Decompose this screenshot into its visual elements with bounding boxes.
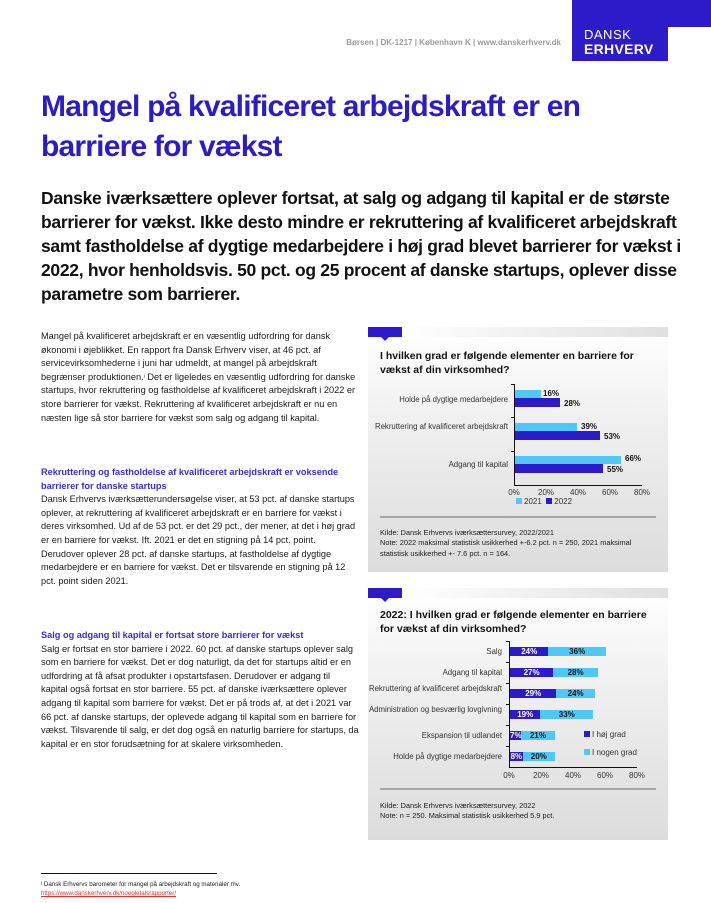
chart2-value-some: 36% xyxy=(569,647,586,656)
chart2-value-some: 20% xyxy=(530,752,547,761)
chart2-category-label: Administration og besværlig lovgivning xyxy=(368,705,502,714)
chart2-ytick xyxy=(506,641,509,642)
header-address: Børsen | DK-1217 | København K | www.danskerhverv.dk xyxy=(346,38,561,47)
footnote xyxy=(41,880,240,898)
logo-line-2: ERHVERV xyxy=(584,41,654,57)
chart2-xtick: 60% xyxy=(596,771,614,780)
brand-top-bar xyxy=(572,0,711,27)
lead-paragraph: Danske iværksættere oplever fortsat, at salg og adgang til kapital er de største barrierer for vækst. Ikke desto mindre er rekruttering af kvalificeret arbejdskraft samt fastholdelse af dygtige medarbejdere i høj grad blevet barrierer for vækst i 2022, hvor henholdsvis. 50 pct. og 25 procent af danske startups, oplever disse parametre som barrierer. xyxy=(41,188,681,304)
chart2-value-some: 33% xyxy=(558,710,575,719)
legend-swatch-high xyxy=(584,731,590,737)
section-text-recruitment: Dansk Erhvervs iværksætterundersøgelse viser, at 53 pct. af danske startups oplever, at rekruttering af kvalificeret arbejdskraft er en barriere for vækst i deres virksomhed. Ud af de 53 pct. er det 29 pct., der mener, at det i høj grad er en barriere for vækst. Ift. 2021 er det en stigning på 14 pct. point. Derudover oplever 28 pct. af danske startups, at fastholdelse af dygtige medarbejdere er en barriere for vækst. Det er tilsvarende en stigning på 12 pct. point siden 2021. xyxy=(41,494,356,586)
chart2-category-label: Ekspansion til udlandet xyxy=(421,731,502,740)
chart2-separator xyxy=(380,788,656,790)
chart1-xtick: 0% xyxy=(508,488,520,497)
section-recruitment xyxy=(41,466,359,588)
chart1-xtick: 60% xyxy=(601,488,619,497)
chart2-ytick xyxy=(506,746,509,747)
legend-label-2021: 2021 xyxy=(524,497,542,506)
chart2-category-label: Salg xyxy=(486,647,502,656)
footnote-ref[interactable]: i xyxy=(143,373,145,380)
chart2-value-some: 24% xyxy=(567,689,584,698)
chart1-plot xyxy=(368,327,668,507)
chart2-value-some: 28% xyxy=(567,668,584,677)
chart2-source: Kilde: Dansk Erhvervs iværksættersurvey, 2022 xyxy=(380,801,536,810)
chart1-title: I hvilken grad er følgende elementer en barriere for vækst af din virksomhed? xyxy=(380,350,634,376)
chart1-value-2022: 53% xyxy=(604,432,621,441)
chart1-value-2022: 28% xyxy=(564,399,581,408)
section-sales-capital xyxy=(41,629,359,751)
chart2-y-axis xyxy=(509,641,510,767)
chart1-category-label: Adgang til kapital xyxy=(448,460,508,469)
chart2-value-high: 27% xyxy=(523,668,540,677)
chart-box-2022 xyxy=(368,588,668,840)
chart1-ytick xyxy=(511,417,514,418)
chart1-ytick xyxy=(511,451,514,452)
footnote-divider xyxy=(41,873,217,874)
chart1-separator xyxy=(380,516,656,518)
footnote-link[interactable]: https://www.danskerhverv.dk/noegletalsrapporter/ xyxy=(41,890,177,897)
chart1-x-axis xyxy=(514,485,642,486)
chart2-category-label: Rekruttering af kvalificeret arbejdskraft xyxy=(368,684,502,693)
p1-text-b: Det er ligeledes en væsentlig udfordring for danske startups, hvor rekruttering og fastholdelse af kvalificeret arbejdskraft i 2022 er store barrierer for vækst. Rekruttering af kvalificeret arbejdskraft er nu en næsten lige så stor barriere for vækst som salg og adgang til kapital. xyxy=(41,371,356,423)
legend-label-some: I nogen grad xyxy=(592,748,637,757)
chart1-bar-2021 xyxy=(515,423,577,431)
chart2-value-high: 24% xyxy=(521,647,538,656)
chart2-x-axis xyxy=(509,767,637,768)
chart2-value-high: 29% xyxy=(525,689,542,698)
chart1-source: Kilde: Dansk Erhvervs iværksættersurvey, 2022/2021 xyxy=(380,528,555,537)
footnote-text: Dansk Erhvervs barometer for mangel på arbejdskraft og materialer mv. xyxy=(42,881,241,888)
chart2-plot xyxy=(368,588,668,788)
legend-label-2022: 2022 xyxy=(554,497,573,506)
chart2-category-label: Holde på dygtige medarbejdere xyxy=(393,752,502,761)
section-heading-sales-capital: Salg og adgang til kapital er fortsat store barrierer for vækst xyxy=(41,630,304,640)
chart2-ytick xyxy=(506,725,509,726)
chart2-title: 2022: I hvilken grad er følgende elementer en barriere for vækst af din virksomhed? xyxy=(380,609,647,635)
page-title: Mangel på kvalificeret arbejdskraft er en barriere for vækst xyxy=(41,90,581,163)
legend-label-high: I høj grad xyxy=(592,730,626,739)
chart2-note: Note: n = 250. Maksimal statistisk usikkerhed 5.9 pct. xyxy=(380,811,555,820)
chart2-value-high: 8% xyxy=(510,752,523,761)
chart2-ytick xyxy=(506,683,509,684)
chart1-xtick: 40% xyxy=(569,488,587,497)
chart1-xtick: 80% xyxy=(633,488,651,497)
dansk-erhverv-logo xyxy=(572,27,668,61)
chart1-value-2022: 55% xyxy=(607,465,624,474)
body-paragraph-1 xyxy=(41,330,359,425)
chart2-xtick: 0% xyxy=(503,771,515,780)
chart1-category-label: Rekruttering af kvalificeret arbejdskraft xyxy=(374,422,508,431)
legend-swatch-2021 xyxy=(516,498,522,504)
chart1-value-2021: 39% xyxy=(581,422,598,431)
legend-swatch-2022 xyxy=(546,498,552,504)
chart2-value-high: 7% xyxy=(510,731,522,740)
chart1-bar-2022 xyxy=(515,398,560,407)
chart1-legend xyxy=(516,497,572,506)
chart-box-2021-2022 xyxy=(368,327,668,572)
chart1-value-2021: 16% xyxy=(543,389,560,398)
legend-swatch-some xyxy=(584,749,590,755)
chart2-xtick: 80% xyxy=(628,771,646,780)
chart2-legend-high xyxy=(584,730,626,739)
p1-text-a: Mangel på kvalificeret arbejdskraft er en væsentlig udfordring for dansk økonomi i øjeblikket. En rapport fra Dansk Erhverv viser, at 46 pct. af servicevirksomhederne i juni har udmeldt, at mangel på arbejdskraft begrænser produktionen. xyxy=(41,331,331,382)
logo-line-1: DANSK xyxy=(584,27,632,42)
footnote-marker: i xyxy=(41,881,43,887)
chart2-ytick xyxy=(506,662,509,663)
chart1-bar-2022 xyxy=(515,464,603,473)
chart2-category-label: Adgang til kapital xyxy=(442,668,502,677)
chart2-value-high: 19% xyxy=(517,710,534,719)
chart1-bar-2022 xyxy=(515,431,600,440)
chart2-xtick: 20% xyxy=(532,771,550,780)
chart1-ytick xyxy=(511,384,514,385)
chart2-xtick: 40% xyxy=(564,771,582,780)
chart1-note: Note: 2022 maksimal statistisk usikkerhed +-6.2 pct. n = 250, 2021 maksimal statistisk usikkerhed +- 7.6 pct. n = 164. xyxy=(380,538,632,558)
section-text-sales-capital: Salg er fortsat en stor barriere i 2022. 60 pct. af danske startups oplever salg som en barriere for vækst. Det er dog naturligt, da det for startups altid er en udfordring at få afsat produkter i opstartsfasen. Derudover er adgang til kapital også fortsat en stor barriere. 55 pct. af danske iværksættere oplever adgang til kapital som barriere for vækst. Det er på trods af, at det i 2021 var 66 pct. af danske startups, der oplevede adgang til kapital som en barriere for vækst. Tilsvarende til salg, er det dog også en naturlig barriere for startups, da kapital er en stor forudsætning for at skalere virksomheden. xyxy=(41,643,359,749)
chart1-bar-2021 xyxy=(515,456,621,464)
chart2-value-some: 21% xyxy=(529,731,546,740)
chart2-ytick xyxy=(506,704,509,705)
chart1-category-label: Holde på dygtige medarbejdere xyxy=(399,395,508,404)
chart1-value-2021: 66% xyxy=(625,454,642,463)
chart1-xtick: 20% xyxy=(537,488,555,497)
section-heading-recruitment: Rekruttering og fastholdelse af kvalificeret arbejdskraft er voksende barrierer for danske startups xyxy=(41,467,339,491)
chart1-bar-2021 xyxy=(515,390,541,398)
chart2-legend-some xyxy=(584,748,637,757)
